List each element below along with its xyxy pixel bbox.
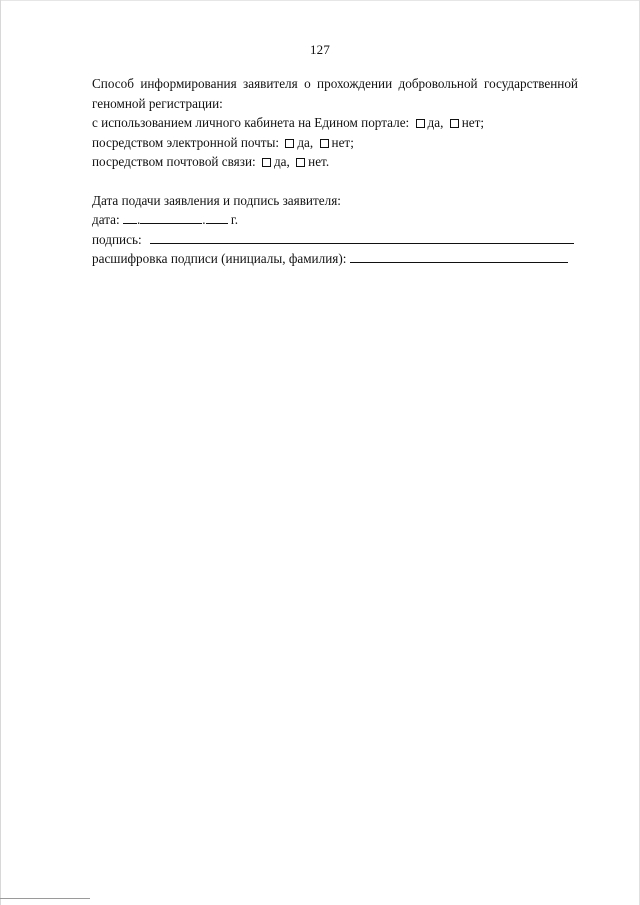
checkbox-portal-yes[interactable] (416, 119, 425, 128)
option-portal-label: с использованием личного кабинета на Едином портале: (92, 115, 410, 130)
heading-word: заявителя (243, 76, 298, 91)
option-portal-no-label: нет; (461, 115, 485, 130)
date-row (92, 210, 578, 230)
section-gap (92, 172, 578, 191)
checkbox-portal-no[interactable] (450, 119, 459, 128)
checkbox-post-yes[interactable] (262, 158, 271, 167)
date-day-field[interactable] (123, 211, 137, 224)
signature-label: подпись: (92, 231, 142, 247)
document-body (92, 74, 578, 269)
year-suffix: г. (230, 212, 239, 227)
heading-word: Способ (92, 76, 134, 91)
submission-heading: Дата подачи заявления и подпись заявителя: (92, 192, 341, 208)
notification-heading-line1 (92, 74, 578, 94)
option-post-yes-label: да, (273, 154, 290, 169)
date-year-field[interactable] (206, 211, 228, 224)
option-post (92, 152, 578, 172)
scan-bottom-mark (0, 898, 90, 899)
option-portal (92, 113, 578, 133)
scan-edge-left (0, 0, 1, 905)
option-email (92, 133, 578, 153)
notification-heading-line2: геномной регистрации: (92, 95, 223, 111)
date-label: дата: (92, 212, 120, 227)
decode-row (92, 249, 578, 269)
date-separator: . (202, 212, 206, 227)
heading-word: прохождении (317, 76, 393, 91)
decode-field[interactable] (350, 250, 568, 263)
checkbox-post-no[interactable] (296, 158, 305, 167)
decode-label: расшифровка подписи (инициалы, фамилия): (92, 251, 347, 266)
checkbox-email-no[interactable] (320, 139, 329, 148)
option-post-no-label: нет. (308, 154, 330, 169)
page-number: 127 (309, 42, 331, 57)
signature-field[interactable] (150, 231, 574, 244)
heading-word: о (304, 76, 311, 91)
option-post-label: посредством почтовой связи: (92, 154, 256, 169)
heading-word: добровольной (398, 76, 478, 91)
date-separator: . (136, 212, 141, 227)
option-email-label: посредством электронной почты: (92, 134, 280, 150)
heading-word: информирования (140, 76, 237, 91)
checkbox-email-yes[interactable] (285, 139, 294, 148)
scan-edge-top (0, 0, 640, 1)
option-portal-yes-label: да, (427, 115, 444, 130)
date-month-field[interactable] (140, 211, 202, 224)
signature-row (92, 230, 578, 250)
heading-word: государственной (483, 76, 578, 91)
option-email-no-label: нет; (331, 134, 354, 150)
option-email-yes-label: да, (297, 134, 314, 150)
